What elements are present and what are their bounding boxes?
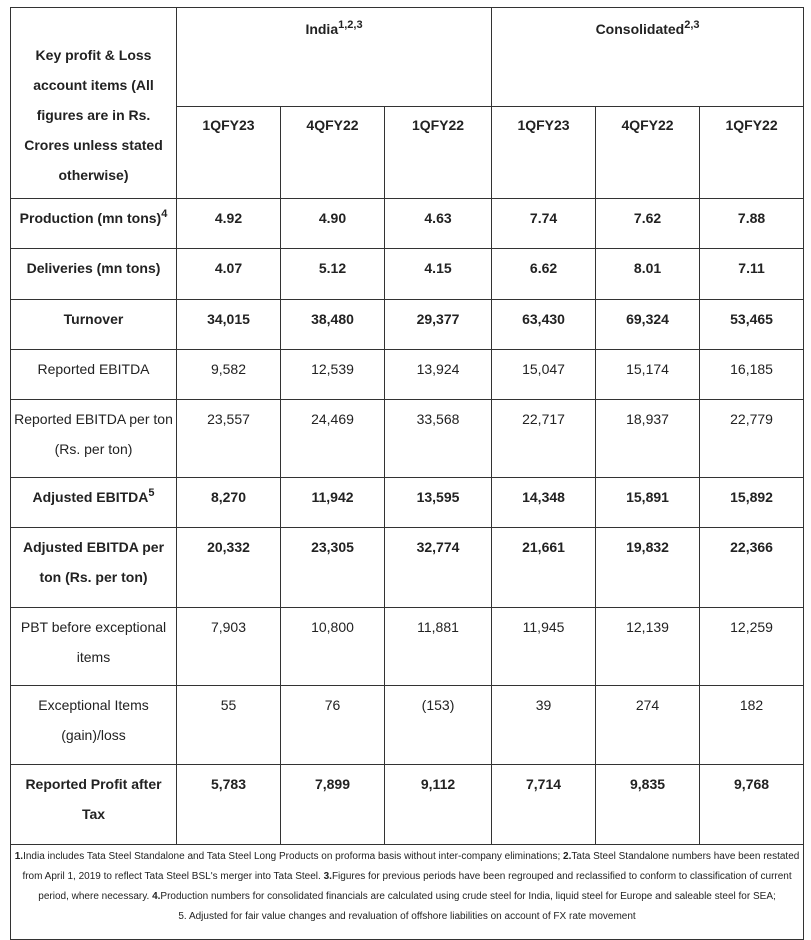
row-label: Adjusted EBITDA$^5$ xyxy=(11,478,177,528)
value-cell: 22,366 xyxy=(700,528,804,608)
value-cell: 9,768 xyxy=(700,765,804,845)
value-cell: 9,112 xyxy=(385,765,492,845)
value-cell: 9,582 xyxy=(177,350,281,400)
value-cell: 7,714 xyxy=(492,765,596,845)
row-label: Turnover xyxy=(11,300,177,350)
table-row xyxy=(11,300,804,350)
table-row xyxy=(11,686,804,765)
value-cell: 10,800 xyxy=(281,608,385,686)
value-cell: 4.15 xyxy=(385,249,492,300)
value-cell: 53,465 xyxy=(700,300,804,350)
value-cell: 4.07 xyxy=(177,249,281,300)
period-header: 1QFY23 xyxy=(492,106,596,198)
row-label: Reported Profit after Tax xyxy=(11,765,177,845)
value-cell: 33,568 xyxy=(385,400,492,478)
value-cell: 12,539 xyxy=(281,350,385,400)
value-cell: 23,305 xyxy=(281,528,385,608)
value-cell: 29,377 xyxy=(385,300,492,350)
period-header: 4QFY22 xyxy=(281,106,385,198)
table-row xyxy=(11,478,804,528)
value-cell: 7.62 xyxy=(596,199,700,249)
footnote: 1.India includes Tata Steel Standalone and Tata Steel Long Products on proforma basis without inter-company eliminations; 2.Tata Steel Standalone numbers have been restated from April 1, 2019 to reflect Tata Steel BSL's merger into Tata Steel. 3.Figures for previous periods have been regrouped and reclassified to conform to classification of current period, where necessary. 4.Production numbers for consolidated financials are calculated using crude steel for India, liquid steel for Europe and saleable steel for SEA; 5. Adjusted for fair value changes and revaluation of offshore liabilities on account of FX rate movement xyxy=(11,845,804,940)
header-group-row xyxy=(11,8,804,107)
value-cell: 11,942 xyxy=(281,478,385,528)
row-label: Reported EBITDA xyxy=(11,350,177,400)
value-cell: 13,595 xyxy=(385,478,492,528)
value-cell: 5,783 xyxy=(177,765,281,845)
value-cell: 6.62 xyxy=(492,249,596,300)
value-cell: 15,892 xyxy=(700,478,804,528)
value-cell: 12,139 xyxy=(596,608,700,686)
period-header: 1QFY23 xyxy=(177,106,281,198)
financial-table xyxy=(10,7,804,940)
table-row xyxy=(11,400,804,478)
value-cell: 182 xyxy=(700,686,804,765)
value-cell: 7.88 xyxy=(700,199,804,249)
india-header: India$^{1,2,3}$ xyxy=(177,8,492,107)
row-label: Exceptional Items (gain)/loss xyxy=(11,686,177,765)
value-cell: 15,047 xyxy=(492,350,596,400)
value-cell: 69,324 xyxy=(596,300,700,350)
value-cell: 11,881 xyxy=(385,608,492,686)
consolidated-header: Consolidated$^{2,3}$ xyxy=(492,8,804,107)
value-cell: 8,270 xyxy=(177,478,281,528)
value-cell: 16,185 xyxy=(700,350,804,400)
footnote-row xyxy=(11,845,804,940)
value-cell: 9,835 xyxy=(596,765,700,845)
value-cell: 14,348 xyxy=(492,478,596,528)
value-cell: 4.90 xyxy=(281,199,385,249)
value-cell: 15,891 xyxy=(596,478,700,528)
period-header: 1QFY22 xyxy=(700,106,804,198)
table-row xyxy=(11,350,804,400)
value-cell: 4.63 xyxy=(385,199,492,249)
value-cell: 32,774 xyxy=(385,528,492,608)
value-cell: 5.12 xyxy=(281,249,385,300)
row-label: PBT before exceptional items xyxy=(11,608,177,686)
row-label-header: Key profit & Loss account items (All figures are in Rs. Crores unless stated otherwise) xyxy=(11,8,177,199)
value-cell: 12,259 xyxy=(700,608,804,686)
value-cell: 38,480 xyxy=(281,300,385,350)
value-cell: 4.92 xyxy=(177,199,281,249)
row-label: Deliveries (mn tons) xyxy=(11,249,177,300)
value-cell: 274 xyxy=(596,686,700,765)
table-row xyxy=(11,608,804,686)
value-cell: 63,430 xyxy=(492,300,596,350)
value-cell: (153) xyxy=(385,686,492,765)
table-row xyxy=(11,765,804,845)
value-cell: 7,899 xyxy=(281,765,385,845)
value-cell: 22,779 xyxy=(700,400,804,478)
table-row xyxy=(11,249,804,300)
value-cell: 7.74 xyxy=(492,199,596,249)
value-cell: 22,717 xyxy=(492,400,596,478)
value-cell: 7,903 xyxy=(177,608,281,686)
row-label: Adjusted EBITDA per ton (Rs. per ton) xyxy=(11,528,177,608)
period-header: 1QFY22 xyxy=(385,106,492,198)
row-label: Production (mn tons)$^4$ xyxy=(11,199,177,249)
value-cell: 76 xyxy=(281,686,385,765)
value-cell: 7.11 xyxy=(700,249,804,300)
value-cell: 18,937 xyxy=(596,400,700,478)
value-cell: 55 xyxy=(177,686,281,765)
value-cell: 34,015 xyxy=(177,300,281,350)
value-cell: 11,945 xyxy=(492,608,596,686)
row-label: Reported EBITDA per ton (Rs. per ton) xyxy=(11,400,177,478)
value-cell: 8.01 xyxy=(596,249,700,300)
value-cell: 39 xyxy=(492,686,596,765)
value-cell: 19,832 xyxy=(596,528,700,608)
value-cell: 23,557 xyxy=(177,400,281,478)
value-cell: 13,924 xyxy=(385,350,492,400)
table-row xyxy=(11,199,804,249)
value-cell: 20,332 xyxy=(177,528,281,608)
value-cell: 15,174 xyxy=(596,350,700,400)
value-cell: 21,661 xyxy=(492,528,596,608)
value-cell: 24,469 xyxy=(281,400,385,478)
period-header: 4QFY22 xyxy=(596,106,700,198)
table-row xyxy=(11,528,804,608)
